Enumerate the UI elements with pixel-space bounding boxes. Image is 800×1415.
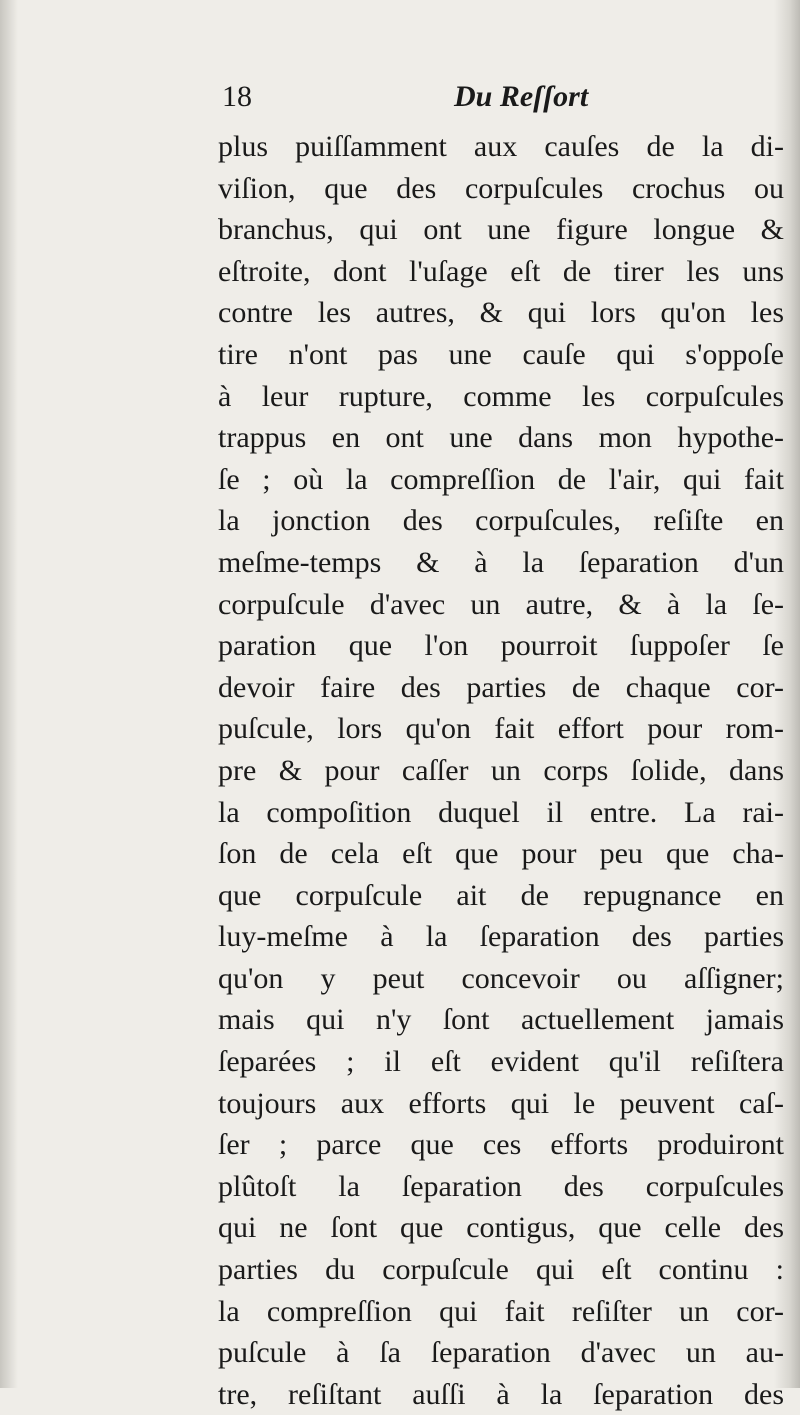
text-line: contre les autres, & qui lors qu'on les bbox=[218, 296, 784, 330]
text-line: qu'on y peut concevoir ou aſſigner; bbox=[218, 961, 784, 995]
text-line: qui ne ſont que contigus, que celle des bbox=[218, 1211, 784, 1245]
running-head: Du Reſſort bbox=[454, 80, 589, 113]
text-line: puſcule à ſa ſeparation d'avec un au- bbox=[218, 1336, 784, 1370]
text-line: ſon de cela eſt que pour peu que cha- bbox=[218, 837, 784, 871]
page-header bbox=[222, 80, 622, 120]
text-line: tire n'ont pas une cauſe qui s'oppoſe bbox=[218, 337, 784, 371]
text-line: la compoſition duquel il entre. La rai- bbox=[218, 795, 784, 829]
body-text bbox=[218, 126, 784, 1415]
text-line: luy-meſme à la ſeparation des parties bbox=[218, 920, 784, 954]
page-edge-shadow bbox=[0, 0, 18, 1388]
text-line: ſe ; où la compreſſion de l'air, qui fait bbox=[218, 462, 784, 496]
text-line: tre, reſiſtant auſſi à la ſeparation des bbox=[218, 1377, 784, 1411]
text-line: meſme-temps & à la ſeparation d'un bbox=[218, 545, 784, 579]
text-line: viſion, que des corpuſcules crochus ou bbox=[218, 171, 784, 205]
text-line: plus puiſſamment aux cauſes de la di- bbox=[218, 130, 784, 163]
text-line: pre & pour caſſer un corps ſolide, dans bbox=[218, 753, 784, 787]
page-number: 18 bbox=[222, 80, 252, 113]
text-line: que corpuſcule ait de repugnance en bbox=[218, 878, 784, 912]
text-line: parties du corpuſcule qui eſt continu : bbox=[218, 1253, 784, 1287]
text-line: puſcule, lors qu'on fait effort pour rom- bbox=[218, 712, 784, 746]
text-line: eſtroite, dont l'uſage eſt de tirer les uns bbox=[218, 254, 784, 288]
text-line: paration que l'on pourroit ſuppoſer ſe bbox=[218, 629, 784, 663]
text-line: ſeparées ; il eſt evident qu'il reſiſtera bbox=[218, 1045, 784, 1079]
text-line: trappus en ont une dans mon hypothe- bbox=[218, 421, 784, 455]
text-line: mais qui n'y ſont actuellement jamais bbox=[218, 1003, 784, 1037]
text-line: corpuſcule d'avec un autre, & à la ſe- bbox=[218, 587, 784, 621]
text-line: toujours aux efforts qui le peuvent caſ- bbox=[218, 1086, 784, 1120]
text-line: devoir faire des parties de chaque cor- bbox=[218, 670, 784, 704]
text-line: à leur rupture, comme les corpuſcules bbox=[218, 379, 784, 413]
text-line: la jonction des corpuſcules, reſiſte en bbox=[218, 504, 784, 538]
text-line: ſer ; parce que ces efforts produiront bbox=[218, 1128, 784, 1162]
text-line: plûtoſt la ſeparation des corpuſcules bbox=[218, 1169, 784, 1203]
text-line: la compreſſion qui fait reſiſter un cor- bbox=[218, 1294, 784, 1328]
text-line: branchus, qui ont une figure longue & bbox=[218, 213, 784, 247]
